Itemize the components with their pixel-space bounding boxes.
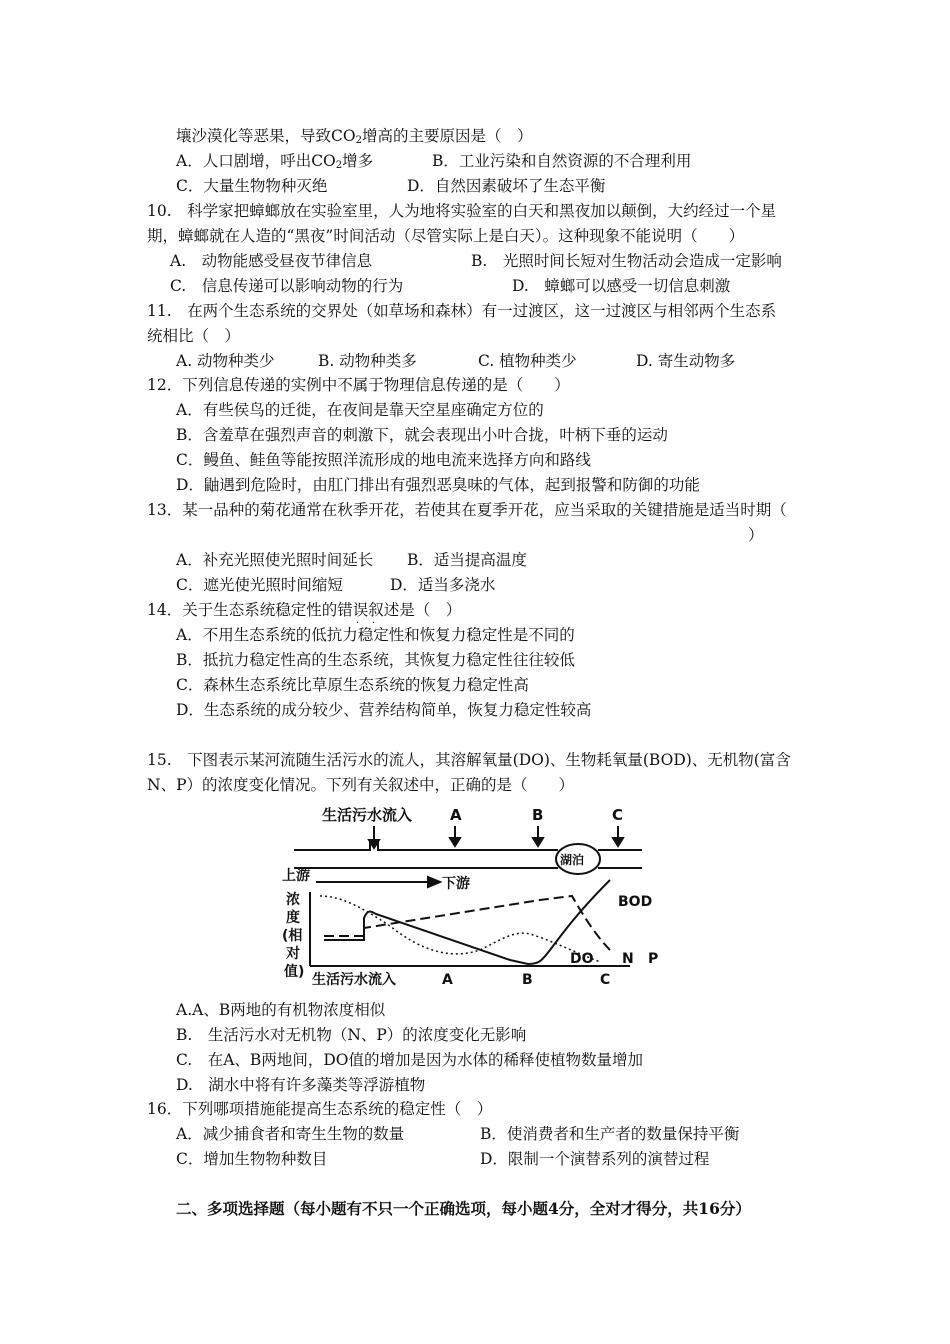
figure-ylabel-char-3: (相 (282, 928, 303, 944)
figure-downstream-label: 下游 (442, 876, 470, 892)
q11-option-a: A. 动物种类少 (176, 352, 275, 370)
figure-n-label: N (622, 951, 634, 967)
q10-option-c: C. 信息传递可以影响动物的行为 (170, 277, 404, 295)
figure-a-bottom-label: A (442, 972, 453, 988)
q9-stem-part2: 增高的主要原因是（ ） (361, 127, 533, 145)
q14-stem: 14．关于生态系统稳定性的错误叙述是（ ） (147, 601, 462, 619)
figure-np-curve (324, 896, 610, 950)
q16-stem: 16．下列哪项措施能提高生态系统的稳定性（ ） (147, 1100, 493, 1118)
q9-stem-subscript: 2 (355, 135, 362, 146)
q13-option-a: A．补充光照使光照时间延长 (176, 551, 374, 569)
q9-option-a-subscript: 2 (335, 160, 343, 171)
figure-p-label: P (648, 951, 659, 967)
q16-option-b: B．使消费者和生产者的数量保持平衡 (480, 1125, 740, 1143)
figure-do-curve (320, 896, 600, 962)
q10-option-d: D. 蟑螂可以感受一切信息刺激 (512, 277, 731, 295)
q9-stem (176, 126, 532, 151)
figure-inflow-bottom-label: 生活污水流入 (312, 972, 396, 988)
figure-organic-curve (324, 880, 610, 964)
emphasis-dots: · · (356, 618, 376, 629)
q9-option-b: B．工业污染和自然资源的不合理利用 (432, 152, 692, 170)
q10-option-a: A. 动物能感受昼夜节律信息 (170, 252, 373, 270)
figure-b-bottom-label: B (522, 972, 533, 988)
figure-c-top-label: C (612, 806, 624, 824)
q15-option-c: C. 在A、B两地间，DO值的增加是因为水体的稀释使植物数量增加 (176, 1051, 643, 1069)
q13-option-b: B．适当提高温度 (407, 551, 527, 569)
q14-option-d: D．生态系统的成分较少、营养结构简单，恢复力稳定性较高 (176, 701, 592, 719)
q14-option-a: A．不用生态系统的低抗力稳定性和恢复力稳定性是不同的 (176, 626, 575, 644)
figure-ylabel-char-1: 浓 (286, 892, 300, 908)
figure-lake-label: 湖泊 (560, 853, 585, 867)
q13-option-c: C．遮光使光照时间缩短 (176, 576, 343, 594)
q10-stem-line2: 期，蟑螂就在人造的“黑夜”时间活动（尽管实际上是白天）。这种现象不能说明（ ） (147, 227, 745, 245)
q12-option-c: C．鳗鱼、鲑鱼等能按照洋流形成的地电流来选择方向和路线 (176, 451, 591, 469)
q16-option-c: C．增加生物物种数目 (176, 1150, 328, 1168)
q9-option-a-part2: 增多 (342, 152, 374, 170)
figure-bod-label: BOD (618, 894, 653, 910)
figure-upstream-label: 上游 (282, 868, 310, 884)
q10-option-b: B. 光照时间长短对生物活动会造成一定影响 (471, 252, 782, 270)
figure-downstream-arrow (316, 877, 440, 887)
figure-river-channel (294, 842, 642, 874)
river-pollution-figure (280, 800, 670, 990)
figure-b-top-label: B (532, 806, 544, 824)
q12-stem: 12．下列信息传递的实例中不属于物理信息传递的是（ ） (147, 376, 570, 394)
q15-stem-line2: N、P）的浓度变化情况。下列有关叙述中，正确的是（ ） (147, 776, 574, 794)
q13-stem-line1: 13．某一品种的菊花通常在秋季开花，若使其在夏季开花，应当采取的关键措施是适当时期（ (147, 501, 787, 519)
q11-option-c: C. 植物种类少 (478, 352, 577, 370)
q10-stem-line1: 10. 科学家把蟑螂放在实验室里，人为地将实验室的白天和黑夜加以颠倒，大约经过一个星 (147, 202, 777, 220)
q15-option-a: A.A、B两地的有机物浓度相似 (176, 1001, 386, 1019)
q9-option-a (176, 151, 373, 176)
q11-option-b: B. 动物种类多 (318, 352, 417, 370)
figure-ylabel-char-5: 值) (284, 964, 305, 980)
q9-option-a-part1: A．人口剧增，呼出CO (176, 152, 336, 170)
q15-option-b: B. 生活污水对无机物（N、P）的浓度变化无影响 (176, 1026, 527, 1044)
q12-option-d: D．鼬遇到危险时，由肛门排出有强烈恶臭味的气体，起到报警和防御的功能 (176, 476, 700, 494)
q9-option-d: D．自然因素破坏了生态平衡 (407, 177, 606, 195)
q13-option-d: D．适当多浇水 (390, 576, 496, 594)
q12-option-a: A．有些侯鸟的迁徙，在夜间是靠天空星座确定方位的 (176, 401, 544, 419)
q15-option-d: D. 湖水中将有许多藻类等浮游植物 (176, 1076, 426, 1094)
figure-a-top-label: A (450, 806, 462, 824)
q15-stem-line1: 15. 下图表示某河流随生活污水的流人，其溶解氧量(DO)、生物耗氧量(BOD)、无机物(富含 (147, 751, 791, 769)
q12-option-b: B．含羞草在强烈声音的刺激下，就会表现出小叶合拢，叶柄下垂的运动 (176, 426, 668, 444)
q9-stem-part1: 壤沙漠化等恶果，导致CO (176, 127, 356, 145)
figure-inflow-top-label: 生活污水流入 (322, 806, 413, 824)
section2-heading: 二、多项选择题（每小题有不只一个正确选项，每小题4分，全对才得分，共16分） (176, 1199, 751, 1218)
q16-option-d: D．限制一个演替系列的演替过程 (480, 1150, 710, 1168)
q9-option-c: C．大量生物物种灭绝 (176, 177, 328, 195)
q13-stem-line2: ） (748, 526, 764, 544)
figure-ylabel-char-4: 对 (286, 946, 300, 962)
figure-c-bottom-label: C (600, 972, 611, 988)
q11-stem-line1: 11. 在两个生态系统的交界处（如草场和森林）有一过渡区，这一过渡区与相邻两个生态系 (147, 302, 777, 320)
figure-ylabel-char-2: 度 (286, 910, 300, 926)
q11-stem-line2: 统相比（ ） (147, 327, 241, 345)
q14-option-c: C．森林生态系统比草原生态系统的恢复力稳定性高 (176, 676, 529, 694)
q11-option-d: D. 寄生动物多 (636, 352, 736, 370)
q16-option-a: A．减少捕食者和寄生生物的数量 (176, 1125, 405, 1143)
figure-do-label: DO (570, 951, 594, 967)
q14-option-b: B．抵抗力稳定性高的生态系统，其恢复力稳定性往往较低 (176, 651, 575, 669)
